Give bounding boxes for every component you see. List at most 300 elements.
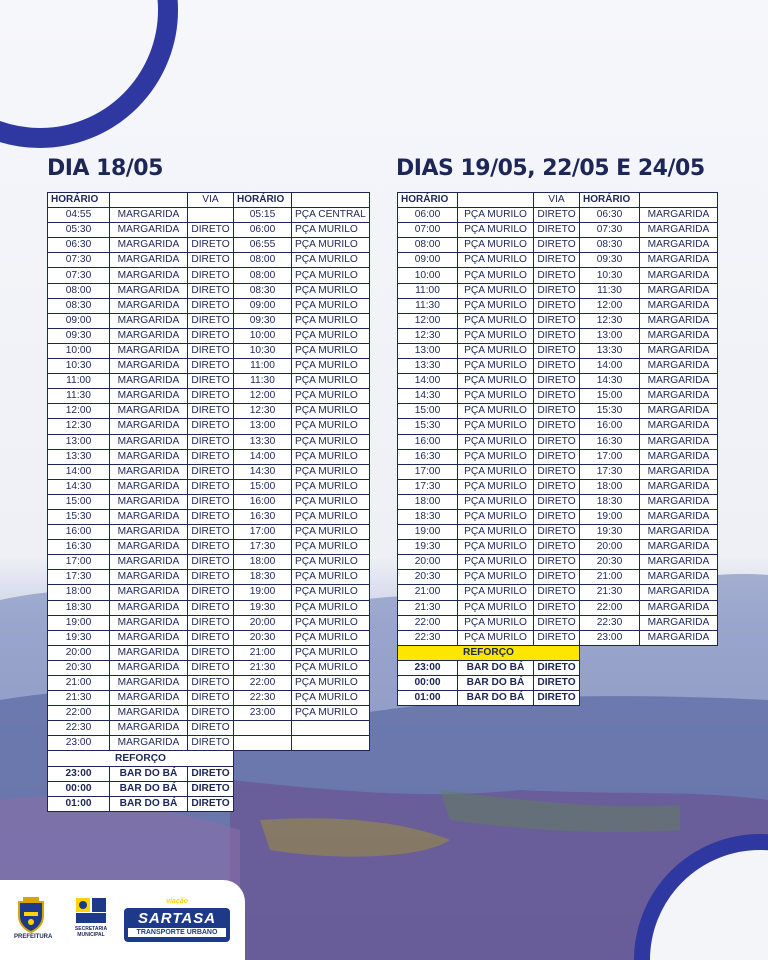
table-cell: PÇA MURILO xyxy=(458,525,534,540)
table-cell: 04:55 xyxy=(48,208,110,223)
table-cell: PÇA MURILO xyxy=(458,359,534,374)
table-row xyxy=(398,419,718,434)
table-cell: DIRETO xyxy=(188,630,234,645)
header-cell xyxy=(640,193,718,208)
reforco-cell: BAR DO BÁ xyxy=(458,691,534,706)
table-row xyxy=(398,268,718,283)
table-cell: PÇA MURILO xyxy=(458,494,534,509)
table-row xyxy=(398,449,718,464)
table-cell: MARGARIDA xyxy=(640,208,718,223)
table-row xyxy=(398,494,718,509)
table-cell: MARGARIDA xyxy=(110,660,188,675)
table-cell: PÇA MURILO xyxy=(292,691,370,706)
table-cell: DIRETO xyxy=(534,419,580,434)
table-cell: DIRETO xyxy=(188,268,234,283)
table-cell: 20:30 xyxy=(580,555,640,570)
table-cell: DIRETO xyxy=(534,359,580,374)
table-cell: 22:30 xyxy=(234,691,292,706)
table-cell: 13:00 xyxy=(398,343,458,358)
table-cell: 14:00 xyxy=(48,464,110,479)
table-cell: 19:00 xyxy=(234,585,292,600)
table-cell: 08:30 xyxy=(234,283,292,298)
table-cell: 15:30 xyxy=(398,419,458,434)
table-row xyxy=(398,615,718,630)
table-cell: 13:30 xyxy=(580,343,640,358)
reforco-row xyxy=(48,781,370,796)
table-cell: 11:00 xyxy=(234,359,292,374)
reforco-row xyxy=(398,676,718,691)
table-cell: DIRETO xyxy=(534,328,580,343)
table-cell: PÇA MURILO xyxy=(292,479,370,494)
table-cell: 09:30 xyxy=(48,328,110,343)
table-cell: MARGARIDA xyxy=(110,298,188,313)
table-cell: PÇA MURILO xyxy=(458,419,534,434)
reforco-cell: BAR DO BÁ xyxy=(110,796,188,811)
table-cell: 09:00 xyxy=(398,253,458,268)
table-row xyxy=(48,298,370,313)
table-cell: PÇA MURILO xyxy=(292,404,370,419)
table-cell: PÇA MURILO xyxy=(458,208,534,223)
reforco-cell: 01:00 xyxy=(398,691,458,706)
table-row xyxy=(48,389,370,404)
table-cell: MARGARIDA xyxy=(640,283,718,298)
reforco-label: REFORÇO xyxy=(48,751,234,766)
reforco-cell: BAR DO BÁ xyxy=(458,676,534,691)
table-cell: MARGARIDA xyxy=(640,509,718,524)
table-row xyxy=(48,404,370,419)
table-cell: PÇA MURILO xyxy=(458,223,534,238)
table-cell: 18:30 xyxy=(580,494,640,509)
empty-space xyxy=(580,691,718,706)
table-cell: 22:00 xyxy=(234,676,292,691)
table-cell: PÇA MURILO xyxy=(292,494,370,509)
right-schedule-table xyxy=(397,192,718,706)
table-cell: 16:00 xyxy=(234,494,292,509)
table-row xyxy=(398,434,718,449)
table-cell: 17:30 xyxy=(48,570,110,585)
table-row xyxy=(48,630,370,645)
table-cell: MARGARIDA xyxy=(110,630,188,645)
table-cell: MARGARIDA xyxy=(640,630,718,645)
table-cell: PÇA MURILO xyxy=(292,268,370,283)
table-cell: DIRETO xyxy=(534,600,580,615)
table-cell: 05:15 xyxy=(234,208,292,223)
table-cell: MARGARIDA xyxy=(110,268,188,283)
table-row xyxy=(48,479,370,494)
table-cell: MARGARIDA xyxy=(110,570,188,585)
table-cell: PÇA MURILO xyxy=(292,540,370,555)
table-cell: 17:00 xyxy=(48,555,110,570)
coat-of-arms-icon xyxy=(14,896,48,934)
sartasa-sub: TRANSPORTE URBANO xyxy=(128,928,226,937)
table-cell: DIRETO xyxy=(188,404,234,419)
table-cell: 17:30 xyxy=(234,540,292,555)
table-cell: PÇA MURILO xyxy=(458,630,534,645)
table-cell: 08:00 xyxy=(398,238,458,253)
table-cell: 08:00 xyxy=(48,283,110,298)
table-cell: DIRETO xyxy=(534,449,580,464)
table-cell: PÇA MURILO xyxy=(458,479,534,494)
table-cell: DIRETO xyxy=(534,313,580,328)
table-cell: DIRETO xyxy=(534,464,580,479)
table-cell: 08:30 xyxy=(48,298,110,313)
header-row xyxy=(48,193,370,208)
table-cell: MARGARIDA xyxy=(110,645,188,660)
table-row xyxy=(398,600,718,615)
sartasa-name: SARTASA xyxy=(137,910,217,927)
table-cell: 09:00 xyxy=(234,298,292,313)
table-cell: PÇA MURILO xyxy=(292,676,370,691)
table-row xyxy=(48,268,370,283)
table-cell: 18:00 xyxy=(398,494,458,509)
table-cell: 21:30 xyxy=(580,585,640,600)
table-row xyxy=(398,555,718,570)
table-row xyxy=(48,615,370,630)
table-cell: 14:30 xyxy=(580,374,640,389)
table-cell: PÇA MURILO xyxy=(292,434,370,449)
table-cell: MARGARIDA xyxy=(640,464,718,479)
empty-space xyxy=(234,766,370,781)
table-cell: 12:30 xyxy=(48,419,110,434)
table-cell: MARGARIDA xyxy=(110,736,188,751)
table-cell: DIRETO xyxy=(534,253,580,268)
table-cell: 14:30 xyxy=(48,479,110,494)
table-cell: 17:30 xyxy=(580,464,640,479)
table-cell: DIRETO xyxy=(188,328,234,343)
table-cell: PÇA MURILO xyxy=(458,434,534,449)
table-cell: 14:00 xyxy=(234,449,292,464)
table-cell: 16:00 xyxy=(398,434,458,449)
table-cell: DIRETO xyxy=(188,721,234,736)
table-cell: 06:00 xyxy=(398,208,458,223)
table-cell: 16:30 xyxy=(580,434,640,449)
table-cell: 16:30 xyxy=(48,540,110,555)
table-cell: PÇA MURILO xyxy=(292,449,370,464)
table-cell: DIRETO xyxy=(534,555,580,570)
table-cell: DIRETO xyxy=(188,223,234,238)
table-cell: PÇA MURILO xyxy=(458,283,534,298)
table-cell: MARGARIDA xyxy=(110,374,188,389)
table-cell: 20:00 xyxy=(48,645,110,660)
table-cell: MARGARIDA xyxy=(110,479,188,494)
empty-space xyxy=(234,751,370,766)
table-cell: 22:30 xyxy=(48,721,110,736)
table-cell: 16:00 xyxy=(580,419,640,434)
reforco-cell: DIRETO xyxy=(188,766,234,781)
table-cell: DIRETO xyxy=(188,691,234,706)
table-cell: 16:00 xyxy=(48,525,110,540)
table-cell: 12:30 xyxy=(398,328,458,343)
header-cell xyxy=(292,193,370,208)
table-cell: MARGARIDA xyxy=(640,600,718,615)
table-cell: PÇA MURILO xyxy=(292,253,370,268)
table-cell: 07:00 xyxy=(398,223,458,238)
table-cell: 21:30 xyxy=(398,600,458,615)
table-cell: MARGARIDA xyxy=(640,479,718,494)
table-cell: PÇA MURILO xyxy=(292,374,370,389)
table-cell: 20:00 xyxy=(398,555,458,570)
reforco-cell: DIRETO xyxy=(534,660,580,675)
header-cell xyxy=(110,193,188,208)
table-cell: 20:30 xyxy=(48,660,110,675)
table-cell: 06:00 xyxy=(234,223,292,238)
table-cell: DIRETO xyxy=(188,600,234,615)
table-cell: MARGARIDA xyxy=(110,676,188,691)
table-row xyxy=(48,509,370,524)
table-cell: MARGARIDA xyxy=(110,283,188,298)
table-cell: DIRETO xyxy=(188,298,234,313)
table-cell: 12:00 xyxy=(398,313,458,328)
table-cell: 13:30 xyxy=(234,434,292,449)
table-cell: MARGARIDA xyxy=(110,449,188,464)
table-cell: 20:30 xyxy=(234,630,292,645)
table-cell: MARGARIDA xyxy=(640,359,718,374)
table-cell: PÇA CENTRAL xyxy=(292,208,370,223)
table-cell: MARGARIDA xyxy=(110,464,188,479)
table-cell: 13:00 xyxy=(580,328,640,343)
table-cell: DIRETO xyxy=(188,509,234,524)
table-cell: MARGARIDA xyxy=(640,449,718,464)
table-cell: DIRETO xyxy=(534,208,580,223)
table-cell: MARGARIDA xyxy=(110,328,188,343)
table-cell: DIRETO xyxy=(534,630,580,645)
table-cell: DIRETO xyxy=(188,676,234,691)
table-cell: DIRETO xyxy=(188,585,234,600)
table-cell: PÇA MURILO xyxy=(292,630,370,645)
table-cell: 10:30 xyxy=(48,359,110,374)
table-cell: DIRETO xyxy=(188,419,234,434)
table-cell: PÇA MURILO xyxy=(458,615,534,630)
secretaria-emblem-icon xyxy=(66,896,116,926)
table-cell: 10:00 xyxy=(398,268,458,283)
table-row xyxy=(48,585,370,600)
table-row xyxy=(398,404,718,419)
table-cell: MARGARIDA xyxy=(110,359,188,374)
table-cell: MARGARIDA xyxy=(110,600,188,615)
table-cell: 19:30 xyxy=(580,525,640,540)
table-cell: 22:30 xyxy=(580,615,640,630)
table-cell: MARGARIDA xyxy=(640,419,718,434)
table-cell: 22:00 xyxy=(580,600,640,615)
table-cell: 08:00 xyxy=(234,253,292,268)
table-cell: MARGARIDA xyxy=(640,298,718,313)
table-cell: PÇA MURILO xyxy=(458,540,534,555)
table-cell: PÇA MURILO xyxy=(292,600,370,615)
table-cell: 19:00 xyxy=(48,615,110,630)
table-row xyxy=(48,359,370,374)
table-cell: 18:30 xyxy=(234,570,292,585)
table-cell: MARGARIDA xyxy=(110,540,188,555)
header-cell: HORÁRIO xyxy=(398,193,458,208)
table-cell: PÇA MURILO xyxy=(458,238,534,253)
table-cell xyxy=(188,208,234,223)
reforco-cell: 23:00 xyxy=(48,766,110,781)
reforco-header-row xyxy=(48,751,370,766)
table-cell: MARGARIDA xyxy=(110,208,188,223)
reforco-cell: BAR DO BÁ xyxy=(110,781,188,796)
table-cell: DIRETO xyxy=(188,525,234,540)
table-cell: PÇA MURILO xyxy=(292,238,370,253)
table-row xyxy=(398,525,718,540)
empty-space xyxy=(580,660,718,675)
reforco-cell: DIRETO xyxy=(534,691,580,706)
reforco-cell: DIRETO xyxy=(534,676,580,691)
table-cell: 08:00 xyxy=(234,268,292,283)
table-row xyxy=(48,238,370,253)
table-cell: MARGARIDA xyxy=(640,585,718,600)
table-cell: DIRETO xyxy=(188,283,234,298)
table-cell: 19:30 xyxy=(48,630,110,645)
table-cell: 15:30 xyxy=(580,404,640,419)
table-cell: PÇA MURILO xyxy=(292,464,370,479)
table-cell: 11:30 xyxy=(398,298,458,313)
table-cell: DIRETO xyxy=(534,374,580,389)
table-cell: MARGARIDA xyxy=(110,343,188,358)
table-cell: DIRETO xyxy=(188,494,234,509)
table-cell: 23:00 xyxy=(48,736,110,751)
table-row xyxy=(48,494,370,509)
table-cell: MARGARIDA xyxy=(640,328,718,343)
table-cell: 07:30 xyxy=(580,223,640,238)
table-cell: DIRETO xyxy=(534,389,580,404)
reforco-cell: DIRETO xyxy=(188,781,234,796)
table-cell: MARGARIDA xyxy=(110,691,188,706)
table-cell: PÇA MURILO xyxy=(292,419,370,434)
table-cell: 21:00 xyxy=(48,676,110,691)
table-cell: MARGARIDA xyxy=(640,238,718,253)
table-cell: MARGARIDA xyxy=(110,706,188,721)
table-cell: 14:30 xyxy=(398,389,458,404)
table-cell: 13:00 xyxy=(48,434,110,449)
table-cell: 18:00 xyxy=(48,585,110,600)
header-cell: VIA xyxy=(188,193,234,208)
table-cell: PÇA MURILO xyxy=(458,268,534,283)
table-cell: DIRETO xyxy=(188,253,234,268)
table-cell: DIRETO xyxy=(188,389,234,404)
table-row xyxy=(398,208,718,223)
table-cell: 13:30 xyxy=(48,449,110,464)
header-cell xyxy=(458,193,534,208)
table-cell: MARGARIDA xyxy=(110,404,188,419)
header-cell: HORÁRIO xyxy=(580,193,640,208)
table-cell: PÇA MURILO xyxy=(292,328,370,343)
table-cell: 17:00 xyxy=(234,525,292,540)
header-row xyxy=(398,193,718,208)
table-row xyxy=(398,374,718,389)
table-cell xyxy=(292,736,370,751)
table-cell: 22:00 xyxy=(398,615,458,630)
table-cell: 09:00 xyxy=(48,313,110,328)
table-row xyxy=(398,585,718,600)
table-cell: PÇA MURILO xyxy=(292,660,370,675)
reforco-header-row xyxy=(398,645,718,660)
empty-space xyxy=(580,676,718,691)
table-cell xyxy=(292,721,370,736)
table-cell: DIRETO xyxy=(534,525,580,540)
table-cell: MARGARIDA xyxy=(640,540,718,555)
table-cell: MARGARIDA xyxy=(110,585,188,600)
table-cell: PÇA MURILO xyxy=(458,328,534,343)
table-cell: 09:30 xyxy=(580,253,640,268)
table-cell: 15:00 xyxy=(580,389,640,404)
prefeitura-label: PREFEITURA xyxy=(14,934,53,940)
table-cell: PÇA MURILO xyxy=(458,374,534,389)
table-cell: MARGARIDA xyxy=(110,525,188,540)
table-cell: 23:00 xyxy=(234,706,292,721)
table-row xyxy=(398,630,718,645)
table-cell: PÇA MURILO xyxy=(292,585,370,600)
table-cell: 18:00 xyxy=(234,555,292,570)
table-cell: DIRETO xyxy=(188,706,234,721)
table-cell: PÇA MURILO xyxy=(458,343,534,358)
table-row xyxy=(48,343,370,358)
reforco-cell: DIRETO xyxy=(188,796,234,811)
table-row xyxy=(48,736,370,751)
table-cell: MARGARIDA xyxy=(640,525,718,540)
table-cell: PÇA MURILO xyxy=(458,600,534,615)
left-title: DIA 18/05 xyxy=(47,156,163,181)
reforco-row xyxy=(48,796,370,811)
header-cell: HORÁRIO xyxy=(48,193,110,208)
table-cell: 16:30 xyxy=(398,449,458,464)
table-cell: DIRETO xyxy=(534,283,580,298)
table-cell: PÇA MURILO xyxy=(292,509,370,524)
table-cell: DIRETO xyxy=(534,615,580,630)
table-cell: 15:00 xyxy=(398,404,458,419)
reforco-label: REFORÇO xyxy=(398,645,580,660)
table-cell: DIRETO xyxy=(534,479,580,494)
table-row xyxy=(48,313,370,328)
table-row xyxy=(48,449,370,464)
table-cell: MARGARIDA xyxy=(640,434,718,449)
table-cell: DIRETO xyxy=(188,540,234,555)
table-cell: DIRETO xyxy=(534,223,580,238)
secretaria-logo xyxy=(66,896,116,946)
table-cell: DIRETO xyxy=(534,404,580,419)
reforco-cell: 23:00 xyxy=(398,660,458,675)
table-cell: DIRETO xyxy=(188,374,234,389)
table-cell: PÇA MURILO xyxy=(458,298,534,313)
table-cell: DIRETO xyxy=(534,298,580,313)
table-cell: DIRETO xyxy=(188,736,234,751)
table-cell: 21:00 xyxy=(234,645,292,660)
table-row xyxy=(48,525,370,540)
table-cell: 19:00 xyxy=(398,525,458,540)
table-cell: MARGARIDA xyxy=(110,721,188,736)
secretaria-label: SECRETARIA MUNICIPAL xyxy=(74,926,108,938)
table-cell: 18:00 xyxy=(580,479,640,494)
table-row xyxy=(398,253,718,268)
reforco-row xyxy=(48,766,370,781)
table-cell: PÇA MURILO xyxy=(458,449,534,464)
table-row xyxy=(398,328,718,343)
table-cell: 11:30 xyxy=(580,283,640,298)
table-cell: 21:30 xyxy=(234,660,292,675)
table-row xyxy=(48,374,370,389)
table-cell: PÇA MURILO xyxy=(292,298,370,313)
table-row xyxy=(48,555,370,570)
reforco-cell: 00:00 xyxy=(48,781,110,796)
table-cell: MARGARIDA xyxy=(640,253,718,268)
table-row xyxy=(48,208,370,223)
table-cell: PÇA MURILO xyxy=(292,570,370,585)
table-cell: 22:00 xyxy=(48,706,110,721)
table-row xyxy=(398,283,718,298)
table-row xyxy=(48,434,370,449)
table-row xyxy=(48,223,370,238)
table-row xyxy=(398,479,718,494)
table-row xyxy=(48,600,370,615)
